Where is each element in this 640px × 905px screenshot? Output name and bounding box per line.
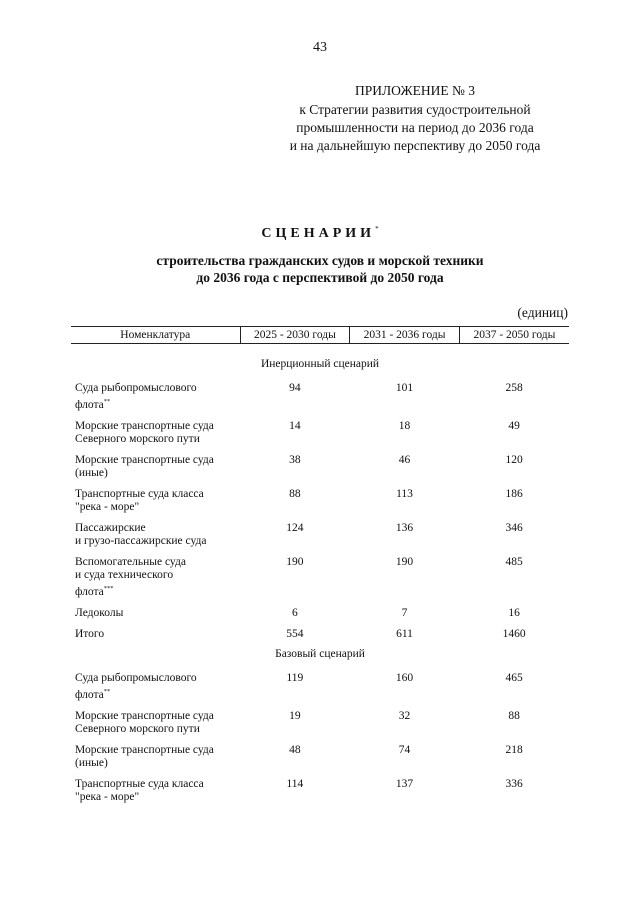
title-footnote-mark: * [375,225,379,233]
row-name-line: Морские транспортные суда [75,454,214,466]
row-value: 465 [505,672,523,684]
row-name-line: Суда рыбопромыслового [75,382,197,394]
row-value: 94 [289,382,301,394]
footnote-mark: *** [103,585,114,592]
row-name-line: Транспортные суда класса [75,778,204,790]
row-name-line: "река - море" [75,501,140,513]
row-value: 114 [286,778,304,790]
row-name [71,374,240,412]
row-value: 186 [505,488,523,500]
row-name [71,599,240,620]
column-header-period-2: 2031 - 2036 годы [350,327,460,344]
row-name-line: флота [75,689,104,701]
row-name-line: (иные) [75,467,108,479]
row-value: 32 [398,710,411,722]
row-value: 113 [396,488,413,500]
row-value: 119 [286,672,304,684]
row-value: 190 [395,556,414,568]
table-row [71,446,569,480]
appendix-line: промышленности на период до 2036 года [296,120,534,135]
row-name-line: Итого [75,628,105,640]
row-value: 48 [289,744,301,756]
table-row [71,412,569,446]
row-name [71,548,240,599]
row-name [71,664,240,702]
row-name-line: Северного морского пути [75,433,200,445]
table-row [71,664,569,702]
scenarios-table [71,326,569,804]
row-name-line: Морские транспортные суда [75,744,214,756]
row-value: 88 [289,488,301,500]
scenario-row [71,641,569,664]
subtitle-line: до 2036 года с перспективой до 2050 года [196,270,444,285]
row-value: 346 [505,522,523,534]
row-name-line: Северного морского пути [75,723,200,735]
row-value: 38 [289,454,301,466]
row-name-line: Морские транспортные суда [75,420,214,432]
row-name [71,514,240,548]
row-value: 49 [508,420,520,432]
row-name [71,770,240,804]
page-number: 43 [313,40,327,55]
row-value: 336 [505,778,523,790]
row-value: 74 [398,744,411,756]
row-name-line: и суда технического [75,569,174,581]
row-value: 46 [398,454,411,466]
row-name-line: Вспомогательные суда [75,556,186,568]
row-name-line: Пассажирские [75,522,146,534]
table-row [71,702,569,736]
row-value: 120 [505,454,523,466]
row-value: 19 [289,710,301,722]
column-header-period-3: 2037 - 2050 годы [459,327,569,344]
row-name [71,620,240,641]
footnote-mark: ** [103,398,111,405]
row-value: 218 [505,744,523,756]
appendix-line: к Стратегии развития судостроительной [299,102,531,117]
row-value: 258 [505,382,523,394]
row-name-line: флота [75,399,104,411]
row-value: 190 [286,556,304,568]
row-name-line: "река - море" [75,791,140,803]
table-row [71,480,569,514]
units-label: (единиц) [517,305,568,320]
table-row [71,548,569,599]
row-value: 16 [508,607,520,619]
document-subtitle [0,252,640,286]
table-row [71,736,569,770]
row-name-line: и грузо-пассажирские суда [75,535,207,547]
table-row [71,620,569,641]
appendix-header [260,82,570,155]
table-row [71,514,569,548]
row-name-line: Ледоколы [75,607,124,619]
row-value: 6 [292,607,298,619]
row-value: 7 [401,607,408,619]
row-value: 485 [505,556,523,568]
column-header-nomenclature: Номенклатура [71,327,240,344]
table-row [71,770,569,804]
scenario-label: Инерционный сценарий [260,358,380,370]
footnote-mark: ** [103,688,111,695]
row-value: 18 [398,420,411,432]
row-name [71,736,240,770]
row-value: 124 [286,522,304,534]
row-name-line: флота [75,586,104,598]
row-name-line: Транспортные суда класса [75,488,204,500]
row-name-line: (иные) [75,757,108,769]
row-value: 14 [289,420,301,432]
scenario-row [71,344,569,375]
appendix-title: ПРИЛОЖЕНИЕ № 3 [354,83,476,98]
column-header-period-1: 2025 - 2030 годы [240,327,350,344]
subtitle-line: строительства гражданских судов и морской техники [156,253,484,268]
scenario-label: Базовый сценарий [275,648,365,660]
row-value: 137 [395,778,414,790]
row-name [71,702,240,736]
row-name-line: Суда рыбопромыслового [75,672,197,684]
row-value: 554 [286,628,304,640]
table-body [71,344,569,805]
row-value: 611 [396,628,413,640]
table-row [71,599,569,620]
row-name [71,412,240,446]
row-value: 88 [508,710,520,722]
row-value: 1460 [502,628,526,640]
table-row [71,374,569,412]
document-title-text: СЦЕНАРИИ [261,226,376,241]
row-name-line: Морские транспортные суда [75,710,214,722]
row-name [71,446,240,480]
row-name [71,480,240,514]
row-value: 136 [395,522,414,534]
document-title [0,225,640,242]
table-header-row [71,327,569,344]
appendix-line: и на дальнейшую перспективу до 2050 года [289,138,541,153]
row-value: 160 [395,672,414,684]
row-value: 101 [395,382,414,394]
